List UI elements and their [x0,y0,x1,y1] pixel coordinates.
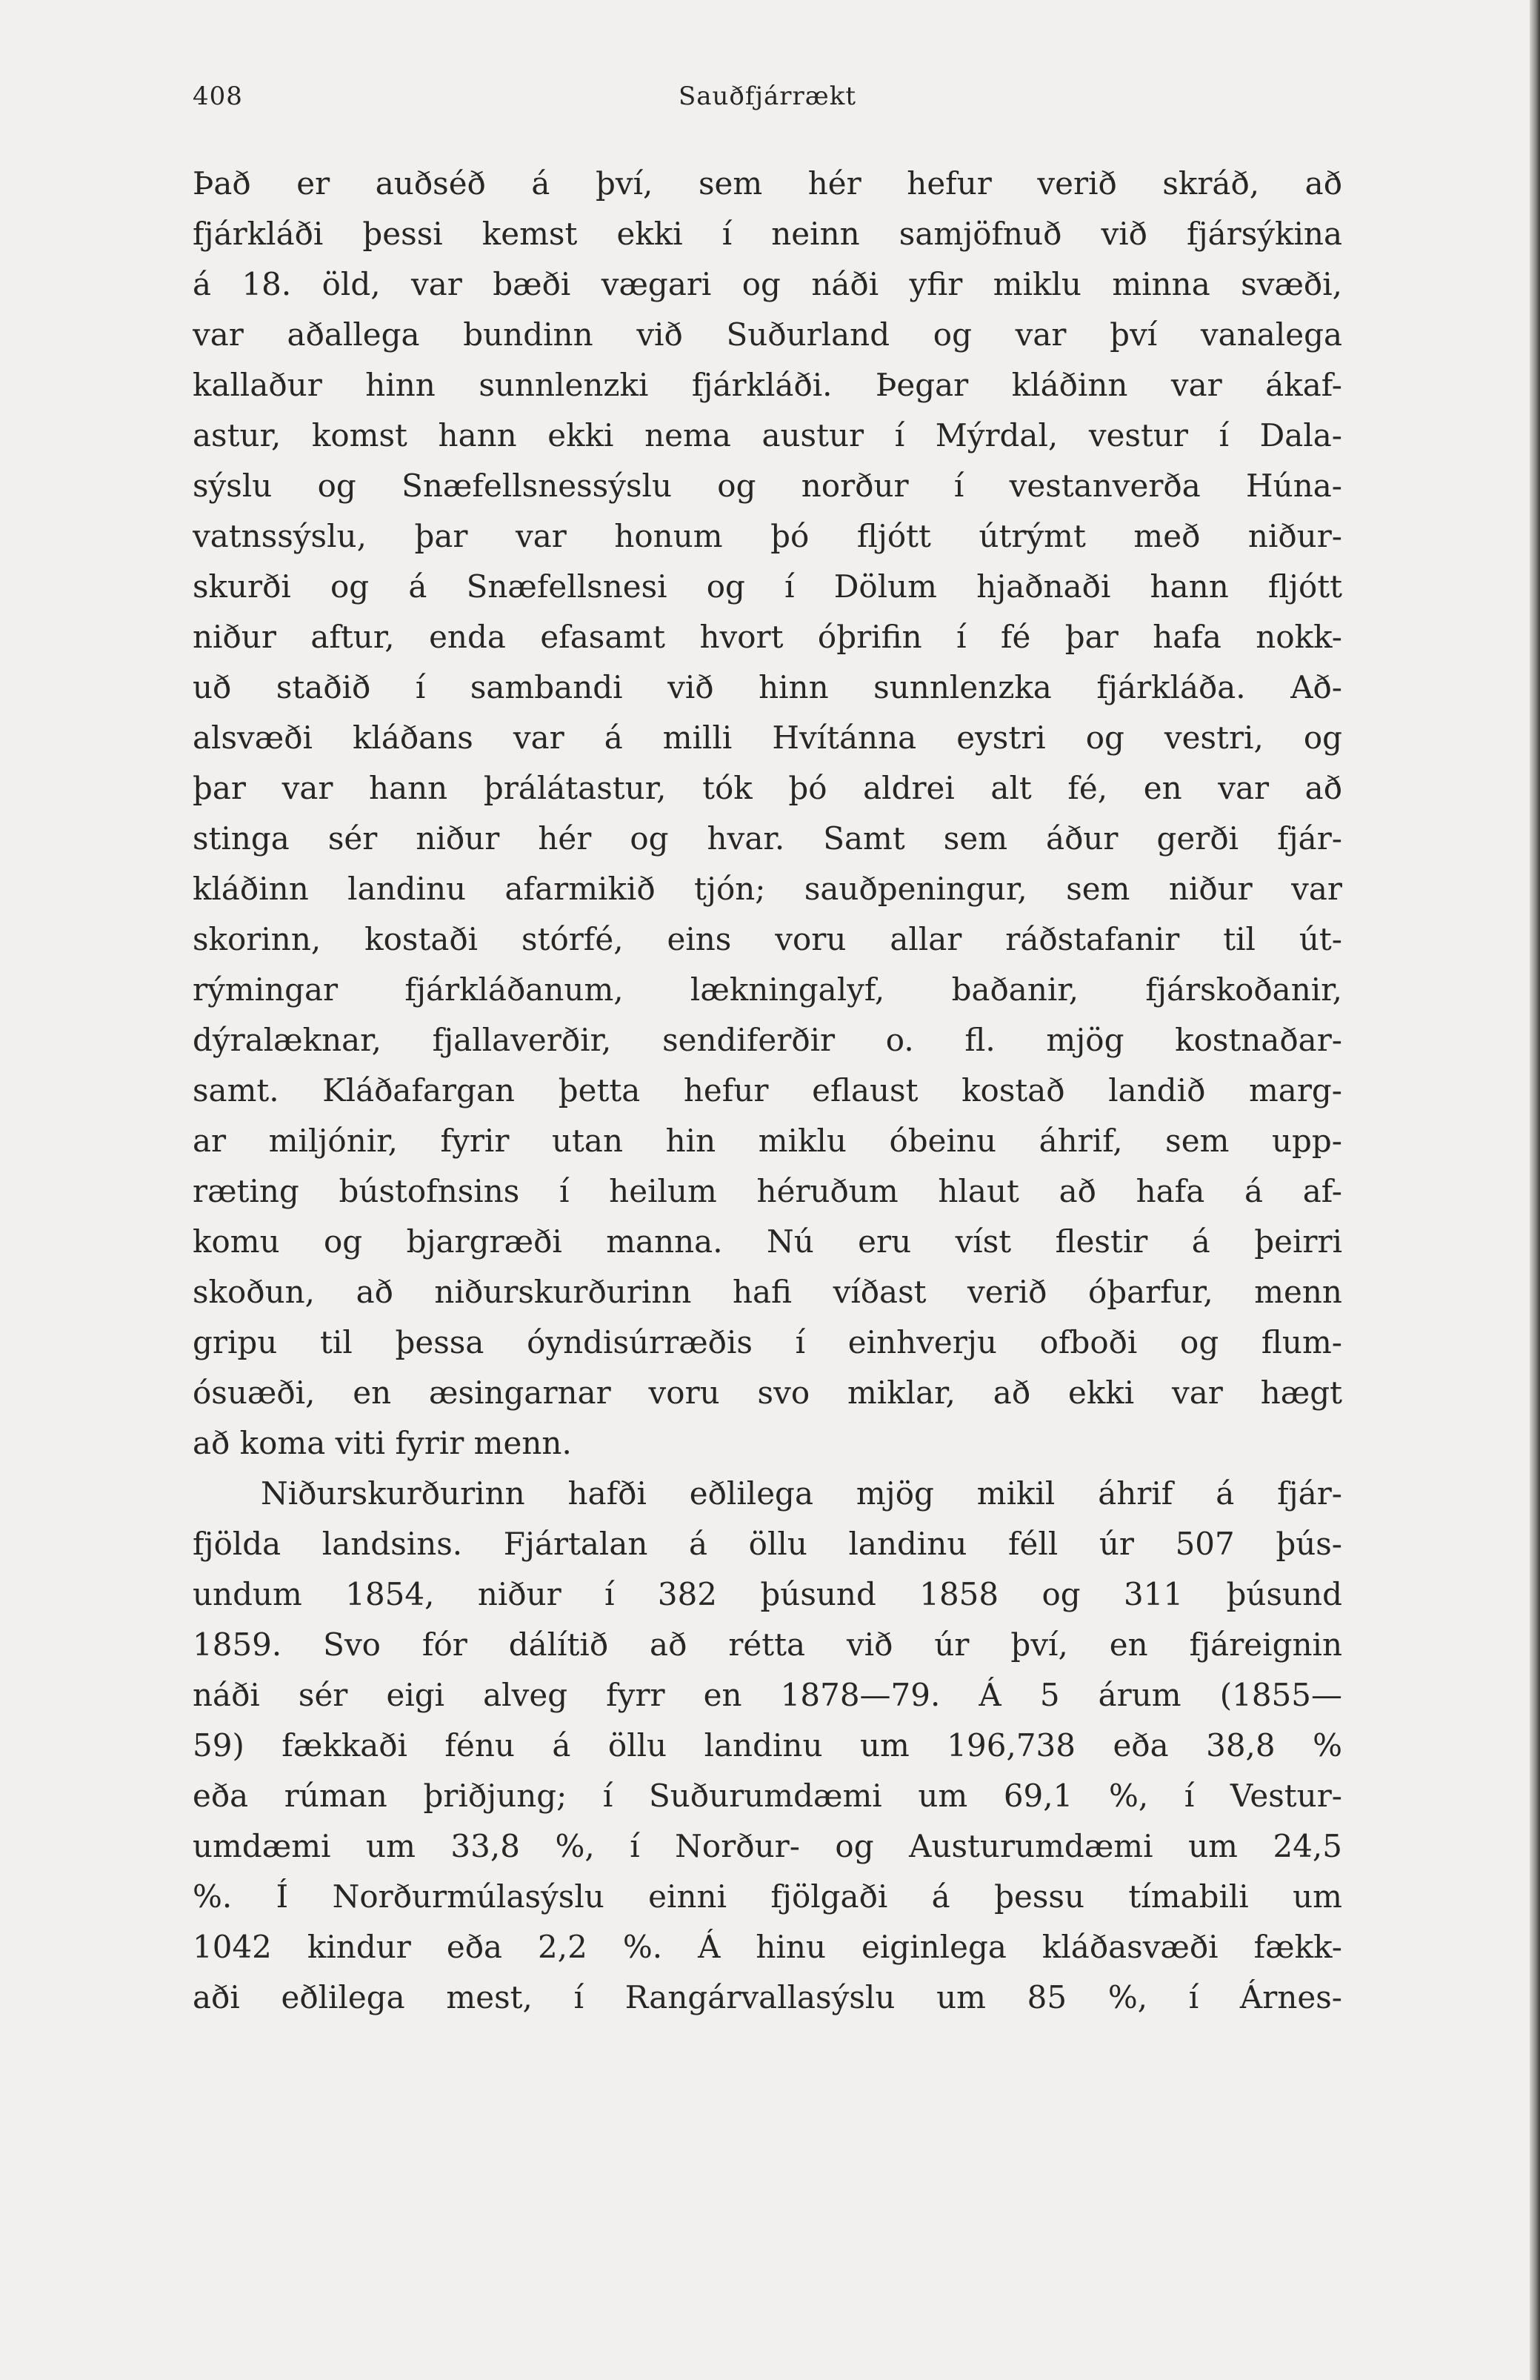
text-line: eða rúman þriðjung; í Suðurumdæmi um 69,1 %, í Vestur- [193,1778,1342,1814]
text-line: fjölda landsins. Fjártalan á öllu landinu féll úr 507 þús- [193,1526,1342,1562]
text-line: gripu til þessa óyndisúrræðis í einhverju ofboði og flum- [193,1324,1342,1360]
text-line: kláðinn landinu afarmikið tjón; sauðpeningur, sem niður var [193,871,1342,907]
text-line: að koma viti fyrir menn. [193,1425,572,1461]
text-line: skoðun, að niðurskurðurinn hafi víðast verið óþarfur, menn [193,1274,1342,1310]
running-head-title: Sauðfjárrækt [678,82,857,111]
running-head [193,74,1342,119]
text-line: á 18. öld, var bæði vægari og náði yfir miklu minna svæði, [193,266,1342,302]
text-line: Niðurskurðurinn hafði eðlilega mjög mikil áhrif á fjár- [261,1475,1342,1512]
text-line: alsvæði kláðans var á milli Hvítánna eystri og vestri, og [193,719,1342,756]
text-line: sýslu og Snæfellsnessýslu og norður í vestanverða Húna- [193,468,1342,504]
text-line: rýmingar fjárkláðanum, lækningalyf, baðanir, fjárskoðanir, [193,971,1342,1008]
text-line: aði eðlilega mest, í Rangárvallasýslu um 85 %, í Árnes- [193,1979,1342,2015]
text-line: þar var hann þrálátastur, tók þó aldrei alt fé, en var að [193,770,1342,806]
page-edge [1530,0,1540,2380]
text-line: %. Í Norðurmúlasýslu einni fjölgaði á þessu tímabili um [193,1878,1342,1915]
text-line: ræting bústofnsins í heilum héruðum hlaut að hafa á af- [193,1173,1342,1209]
text-line: astur, komst hann ekki nema austur í Mýrdal, vestur í Dala- [193,417,1342,453]
text-line: skorinn, kostaði stórfé, eins voru allar ráðstafanir til út- [193,921,1342,957]
text-line: stinga sér niður hér og hvar. Samt sem áður gerði fjár- [193,820,1342,857]
text-line: niður aftur, enda efasamt hvort óþrifin í fé þar hafa nokk- [193,619,1342,655]
text-line: skurði og á Snæfellsnesi og í Dölum hjaðnaði hann fljótt [193,568,1342,605]
text-line: 1859. Svo fór dálítið að rétta við úr því, en fjáreignin [193,1626,1342,1663]
text-line: samt. Kláðafargan þetta hefur eflaust kostað landið marg- [193,1072,1342,1108]
text-line: ósuæði, en æsingarnar voru svo miklar, að ekki var hægt [193,1375,1342,1411]
paragraph-1 [193,159,1342,1469]
text-line: Það er auðséð á því, sem hér hefur verið skráð, að [193,165,1342,202]
text-line: undum 1854, niður í 382 þúsund 1858 og 311 þúsund [193,1576,1342,1612]
page-number: 408 [193,82,243,111]
text-line: ar miljónir, fyrir utan hin miklu óbeinu áhrif, sem upp- [193,1123,1342,1159]
body-text [193,159,1342,2023]
text-line: umdæmi um 33,8 %, í Norður- og Austurumdæmi um 24,5 [193,1828,1342,1864]
text-line: 59) fækkaði fénu á öllu landinu um 196,738 eða 38,8 % [193,1727,1342,1764]
paragraph-2 [193,1469,1342,2023]
text-line: kallaður hinn sunnlenzki fjárkláði. Þegar kláðinn var ákaf- [193,367,1342,403]
text-line: komu og bjargræði manna. Nú eru víst flestir á þeirri [193,1223,1342,1260]
text-line: vatnssýslu, þar var honum þó fljótt útrýmt með niður- [193,518,1342,554]
text-line: uð staðið í sambandi við hinn sunnlenzka fjárkláða. Að- [193,669,1342,705]
text-line: var aðallega bundinn við Suðurland og var því vanalega [193,316,1342,353]
text-line: náði sér eigi alveg fyrr en 1878—79. Á 5 árum (1855— [193,1677,1342,1713]
text-line: dýralæknar, fjallaverðir, sendiferðir o. fl. mjög kostnaðar- [193,1022,1342,1058]
text-line: fjárkláði þessi kemst ekki í neinn samjöfnuð við fjársýkina [193,216,1342,252]
text-line: 1042 kindur eða 2,2 %. Á hinu eiginlega kláðasvæði fækk- [193,1929,1342,1965]
